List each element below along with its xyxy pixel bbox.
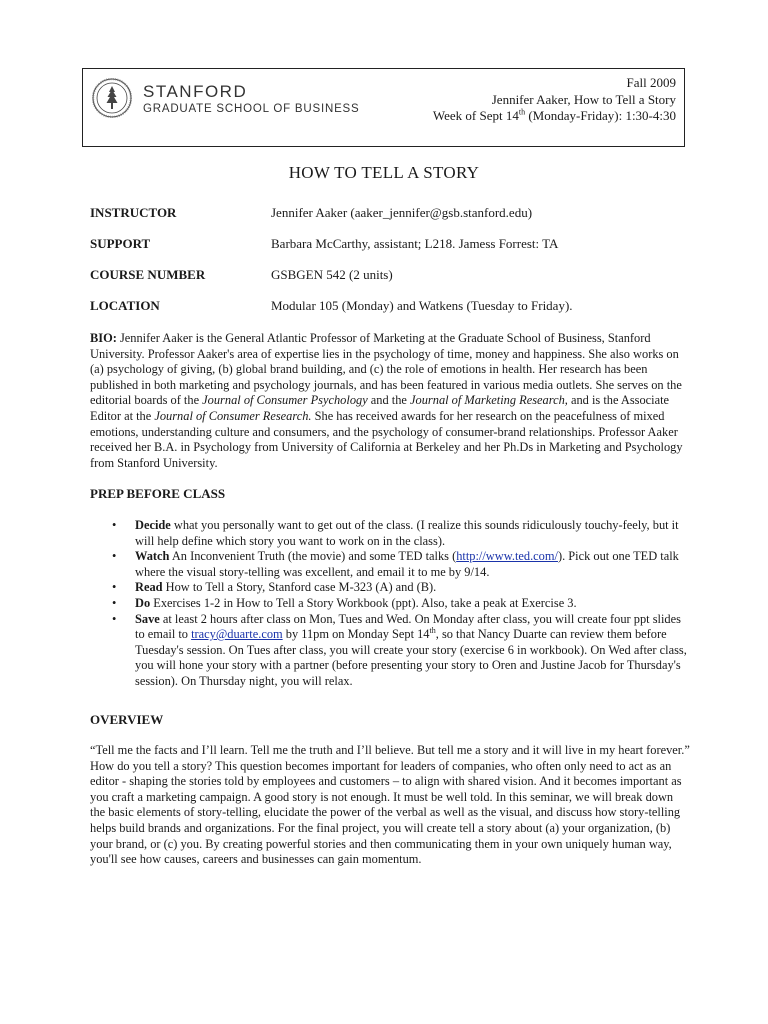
schedule: Week of Sept 14th (Monday-Friday): 1:30-4:30 xyxy=(432,107,676,123)
info-label: SUPPORT xyxy=(90,236,151,251)
course-header-info xyxy=(433,75,676,125)
bio-paragraph: BIO: Jennifer Aaker is the General Atlantic Professor of Marketing at the Graduate School of Business, Stanford University. Professor Aaker's area of expertise lies in the psychology of time, money and happiness. She also works on (a) psychology of giving, (b) global brand building, and (c) the role of emotions in health. Her research has been published in both marketing and psychology journals, and has been featured in various media outlets. She serves on the editorial boards of the Journal of Consumer Psychology and the Journal of Marketing Research, and is the Associate Editor at the Journal of Consumer Research. She has received awards for her research on the peacefulness of mixed emotions, understanding culture and consumers, and the psychology of consumer-brand relationships. Professor Aaker received her B.A. in Psychology from University of California at Berkeley and her Ph.Ds in Marketing and Psychology from Stanford University. xyxy=(90,331,683,470)
logo-wordmark: STANFORD xyxy=(143,82,248,101)
header-box xyxy=(82,68,685,147)
info-value: Modular 105 (Monday) and Watkens (Tuesday to Friday). xyxy=(271,298,573,313)
list-item: • Decide what you personally want to get out of the class. (I realize this sounds ridiculously touchy-feely, but it will help define which story you want to work on in the class). xyxy=(112,518,679,548)
stanford-seal-icon xyxy=(92,78,132,118)
course-reference: Jennifer Aaker, How to Tell a Story xyxy=(491,91,676,107)
email-link[interactable]: tracy@duarte.com xyxy=(191,627,283,642)
ted-link[interactable]: http://www.ted.com/ xyxy=(456,549,558,564)
list-item: • Watch An Inconvenient Truth (the movie) and some TED talks (http://www.ted.com/). Pick out one TED talk where the visual story-telling was excellent, and email it to me by 9/14. xyxy=(112,549,679,579)
document-title: HOW TO TELL A STORY xyxy=(288,163,480,182)
overview-heading: OVERVIEW xyxy=(90,712,164,727)
info-label: COURSE NUMBER xyxy=(90,267,206,282)
overview-paragraph: “Tell me the facts and I’ll learn. Tell me the truth and I’ll believe. But tell me a story and it will live in my heart forever.” How do you tell a story? This question becomes important for leaders of companies, who often only need to act as an editor - shaping the stories told by employees and customers – to align with shared vision. And it becomes important as you craft a marketing campaign. A good story is not enough. It must be well told. In this seminar, we will break down the basic elements of story-telling, elucidate the power of the verbal as well as the visual, and discuss how story-telling helps build brands and organizations. For the final project, you will create tell a story about (a) your organization, (b) your brand, or (c) you. By creating powerful stories and then communicating them in your own uniquely human way, you'll see how causes, careers and businesses can gain momentum. xyxy=(90,743,690,867)
term: Fall 2009 xyxy=(626,75,676,90)
list-item: • Save at least 2 hours after class on Mon, Tues and Wed. On Monday after class, you will create four ppt slides to email to tracy@duarte.com by 11pm on Monday Sept 14th, so that Nancy Duarte can review them before Tuesday's session. On Tues after class, you will create your story (exercise 6 in workbook). On Wed after class, you will hone your story with a partner (before presenting your story to Oren and Justine Jacob for Thursday's session). On Thursday night, you will relax. xyxy=(112,611,687,688)
info-value: Barbara McCarthy, assistant; L218. Jamess Forrest: TA xyxy=(271,236,559,251)
info-label: INSTRUCTOR xyxy=(90,205,177,220)
logo-subtitle: GRADUATE SCHOOL OF BUSINESS xyxy=(143,103,360,115)
info-value: GSBGEN 542 (2 units) xyxy=(271,267,393,282)
list-item: • Do Exercises 1-2 in How to Tell a Story Workbook (ppt). Also, take a peak at Exercise 3. xyxy=(112,595,577,610)
info-label: LOCATION xyxy=(90,298,160,313)
list-item: • Read How to Tell a Story, Stanford case M-323 (A) and (B). xyxy=(112,580,437,595)
prep-list xyxy=(110,518,690,690)
info-value: Jennifer Aaker (aaker_jennifer@gsb.stanford.edu) xyxy=(271,205,533,220)
prep-heading: PREP BEFORE CLASS xyxy=(90,486,226,501)
